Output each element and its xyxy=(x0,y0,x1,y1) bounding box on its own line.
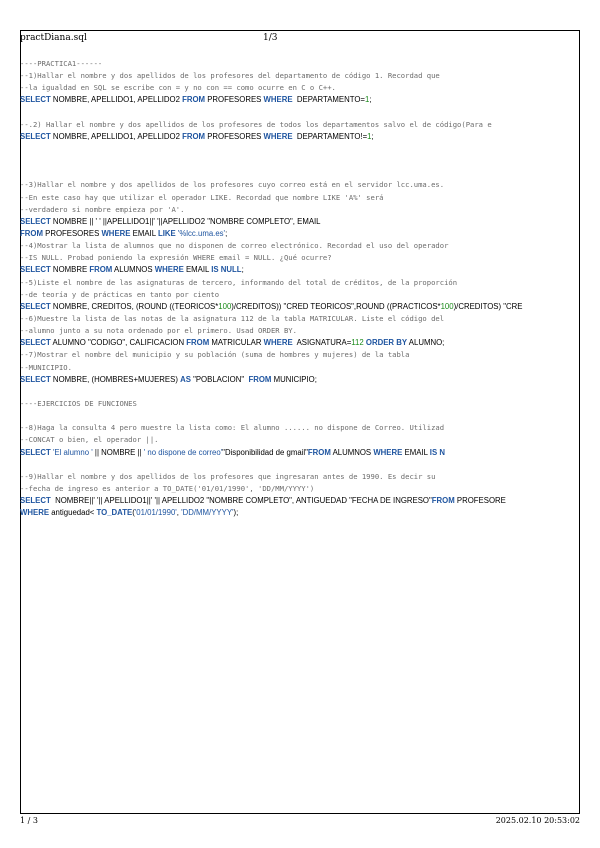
sql-statement-line xyxy=(20,495,580,507)
code-text: ( xyxy=(132,508,135,518)
comment-text: --5)Liste el nombre de las asignaturas de tercero, informando del total de créditos, de la proporción xyxy=(20,277,458,287)
code-text: MUNICIPIO; xyxy=(271,374,317,384)
sql-keyword: WHERE xyxy=(20,508,50,518)
sql-keyword: FROM xyxy=(182,131,206,141)
sql-keyword: WHERE xyxy=(263,338,293,348)
comment-text: --.2) Hallar el nombre y dos apellidos de los profesores de todos los departamentos salvo el de código(Para e xyxy=(20,119,492,129)
sql-statement-line xyxy=(20,447,580,459)
code-text: ); xyxy=(233,508,239,518)
numeric-literal: 100 xyxy=(440,301,454,311)
code-text: "Disponibilidad de gmail" xyxy=(222,447,308,457)
string-literal: 'El alumno ' xyxy=(52,447,93,457)
code-text: EMAIL xyxy=(130,228,158,238)
sql-comment-line xyxy=(20,252,580,264)
code-text: ; xyxy=(371,131,374,141)
sql-comment-line xyxy=(20,70,580,82)
string-literal: ' no dispone de correo' xyxy=(143,447,223,457)
sql-keyword: TO_DATE xyxy=(96,508,133,518)
code-text: NOMBRE, CREDITOS, (ROUND ((TEORICOS* xyxy=(50,301,219,311)
sql-keyword: WHERE xyxy=(373,447,403,457)
sql-keyword: AS xyxy=(180,374,191,384)
sql-comment-line xyxy=(20,362,580,374)
sql-comment-line xyxy=(20,289,580,301)
sql-keyword: FROM xyxy=(20,228,43,238)
sql-comment-line xyxy=(20,82,580,94)
sql-comment-line xyxy=(20,313,580,325)
sql-statement-line xyxy=(20,264,580,276)
sql-keyword: WHERE xyxy=(263,95,293,105)
sql-statement-line xyxy=(20,228,580,240)
sql-keyword: ORDER BY xyxy=(365,338,408,348)
code-text: ; xyxy=(241,265,244,275)
comment-text: --En este caso hay que utilizar el operador LIKE. Recordad que nombre LIKE 'A%' será xyxy=(20,192,384,202)
string-literal: 'DD/MM/YYYY' xyxy=(181,508,234,518)
code-text: NOMBRE, APELLIDO1, APELLIDO2 xyxy=(50,95,183,105)
footer-timestamp: 2025.02.10 20:53:02 xyxy=(495,816,580,825)
code-text: )/CREDITOS) "CRE xyxy=(453,301,523,311)
numeric-literal: 112 xyxy=(351,338,364,348)
blank-line xyxy=(20,410,580,422)
sql-keyword: SELECT xyxy=(20,95,51,105)
blank-line xyxy=(20,155,580,167)
code-text: MATRICULAR xyxy=(209,338,264,348)
sql-keyword: FROM xyxy=(307,447,331,457)
comment-text: ----PRACTICA1------ xyxy=(20,59,103,68)
string-literal: '01/01/1990' xyxy=(134,508,177,518)
blank-line xyxy=(20,143,580,155)
comment-text: --de teoría y de prácticas en tanto por ciento xyxy=(20,289,220,299)
sql-comment-line xyxy=(20,325,580,337)
blank-line xyxy=(20,167,580,179)
numeric-literal: 1 xyxy=(365,95,370,105)
sql-keyword: WHERE xyxy=(154,265,184,275)
code-text: ALUMNO; xyxy=(407,338,445,348)
code-text: )/CREDITOS)) "CRED TEORICOS",ROUND ((PRACTICOS* xyxy=(231,301,441,311)
footer-page-number: 1 / 3 xyxy=(20,816,38,825)
sql-keyword: SELECT xyxy=(20,338,51,348)
code-text: , xyxy=(176,508,182,518)
code-text: NOMBRE xyxy=(50,265,90,275)
blank-line xyxy=(20,459,580,471)
code-text: ASIGNATURA= xyxy=(292,338,352,348)
sql-keyword: IS N xyxy=(429,447,445,457)
code-text: "POBLACION" xyxy=(190,374,249,384)
numeric-literal: 100 xyxy=(218,301,232,311)
code-text: ALUMNOS xyxy=(112,265,155,275)
sql-keyword: SELECT xyxy=(20,301,51,311)
sql-keyword: IS NULL xyxy=(211,265,242,275)
sql-keyword: WHERE xyxy=(101,228,131,238)
numeric-literal: 1 xyxy=(367,131,372,141)
sql-keyword: SELECT xyxy=(20,265,51,275)
comment-text: --6)Muestre la lista de las notas de la asignatura 112 de la tabla MATRICULAR. Liste el código del xyxy=(20,313,445,323)
code-text: NOMBRE, (HOMBRES+MUJERES) xyxy=(50,374,181,384)
sql-keyword: LIKE xyxy=(157,228,176,238)
sql-comment-line xyxy=(20,192,580,204)
code-text: PROFESORE xyxy=(454,496,506,506)
sql-keyword: SELECT xyxy=(20,374,51,384)
sql-keyword: SELECT xyxy=(20,496,51,506)
code-text: PROFESORES xyxy=(205,131,264,141)
comment-text: ----EJERCICIOS DE FUNCIONES xyxy=(20,398,137,408)
sql-statement-line xyxy=(20,337,580,349)
sql-keyword: FROM xyxy=(89,265,113,275)
sql-comment-line xyxy=(20,349,580,361)
comment-text: --4)Mostrar la lista de alumnos que no disponen de correo electrónico. Recordad el uso del operador xyxy=(20,241,449,251)
code-text: NOMBRE||' '|| APELLIDO1||' '|| APELLIDO2 "NOMBRE COMPLETO", ANTIGUEDAD "FECHA DE INGRESO" xyxy=(50,496,432,506)
code-text: NOMBRE || ' ' ||APELLIDO1||' '||APELLIDO2 "NOMBRE COMPLETO", EMAIL xyxy=(50,216,321,226)
code-text: ALUMNO "CODIGO", CALIFICACION xyxy=(50,338,187,348)
comment-text: --alumno junto a su nota ordenado por el primero. Usad ORDER BY. xyxy=(20,326,297,336)
sql-keyword: FROM xyxy=(186,338,210,348)
sql-comment-line xyxy=(20,179,580,191)
sql-statement-line xyxy=(20,94,580,106)
sql-code-listing xyxy=(20,58,580,519)
comment-text: --1)Hallar el nombre y dos apellidos de los profesores del departamento de código 1. Recordad que xyxy=(20,71,440,81)
header-filename: practDiana.sql xyxy=(20,33,87,43)
sql-keyword: SELECT xyxy=(20,131,51,141)
sql-statement-line xyxy=(20,131,580,143)
code-text: ; xyxy=(369,95,372,105)
sql-comment-line xyxy=(20,471,580,483)
sql-keyword: FROM xyxy=(248,374,272,384)
header-page-indicator: 1/3 xyxy=(263,33,278,43)
blank-line xyxy=(20,386,580,398)
code-text: DEPARTAMENTO!= xyxy=(292,131,368,141)
sql-comment-line xyxy=(20,204,580,216)
code-text: EMAIL xyxy=(402,447,430,457)
sql-statement-line xyxy=(20,216,580,228)
code-text: DEPARTAMENTO= xyxy=(292,95,365,105)
comment-text: --verdadero si nombre empieza por 'A'. xyxy=(20,204,185,214)
sql-comment-line xyxy=(20,434,580,446)
code-text: antiguedad< xyxy=(49,508,97,518)
comment-text: --MUNICIPIO. xyxy=(20,362,72,372)
comment-text: --7)Mostrar el nombre del municipio y su población (suma de hombres y mujeres) de la tabla xyxy=(20,350,410,360)
sql-comment-line xyxy=(20,58,580,70)
code-text: NOMBRE, APELLIDO1, APELLIDO2 xyxy=(50,131,183,141)
code-text: ALUMNOS xyxy=(330,447,374,457)
sql-keyword: FROM xyxy=(182,95,206,105)
sql-statement-line xyxy=(20,374,580,386)
string-literal: '%lcc.uma.es' xyxy=(177,228,226,238)
comment-text: --3)Hallar el nombre y dos apellidos de los profesores cuyo correo está en el servidor lcc.uma.es. xyxy=(20,180,445,190)
sql-keyword: FROM xyxy=(431,496,455,506)
comment-text: --IS NULL. Probad poniendo la expresión WHERE email = NULL. ¿Qué ocurre? xyxy=(20,253,332,263)
code-text: PROFESORES xyxy=(205,95,264,105)
code-text: || NOMBRE || xyxy=(92,447,144,457)
comment-text: --8)Haga la consulta 4 pero muestre la lista como: El alumno ...... no dispone de Correo. Utilizad xyxy=(20,423,445,433)
sql-comment-line xyxy=(20,483,580,495)
sql-comment-line xyxy=(20,398,580,410)
code-text: EMAIL xyxy=(183,265,212,275)
sql-statement-line xyxy=(20,507,580,519)
comment-text: --9)Hallar el nombre y dos apellidos de los profesores que ingresaran antes de 1990. Es decir su xyxy=(20,471,436,481)
sql-keyword: SELECT xyxy=(20,447,51,457)
sql-keyword: WHERE xyxy=(263,131,293,141)
sql-comment-line xyxy=(20,277,580,289)
sql-comment-line xyxy=(20,422,580,434)
comment-text: --fecha de ingreso es anterior a TO_DATE('01/01/1990', 'DD/MM/YYYY') xyxy=(20,483,315,493)
sql-comment-line xyxy=(20,119,580,131)
sql-statement-line xyxy=(20,301,580,313)
comment-text: --CONCAT o bien, el operador ||. xyxy=(20,435,159,445)
code-text: ; xyxy=(225,228,228,238)
sql-keyword: SELECT xyxy=(20,216,51,226)
sql-comment-line xyxy=(20,240,580,252)
blank-line xyxy=(20,107,580,119)
comment-text: --la igualdad en SQL se escribe con = y no con == como ocurre en C o C++. xyxy=(20,83,336,93)
code-text: PROFESORES xyxy=(42,228,102,238)
